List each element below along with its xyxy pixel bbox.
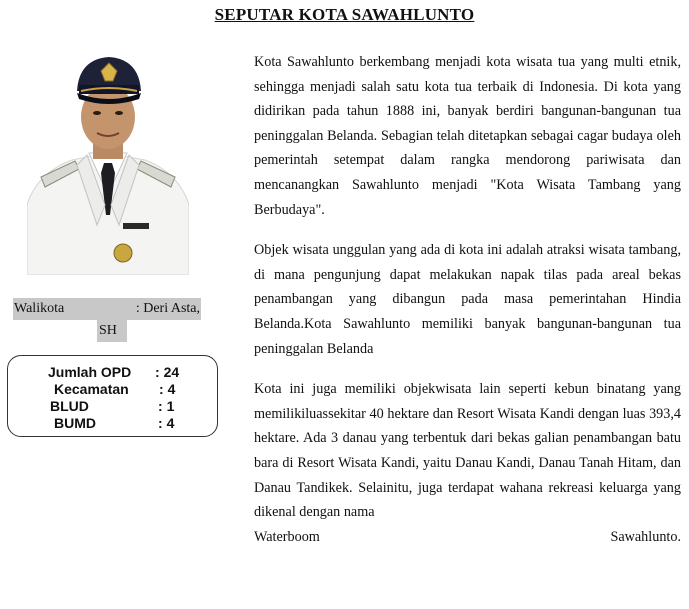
mayor-caption-line — [13, 298, 201, 320]
walikota-name-part2: SH — [97, 320, 127, 342]
stats-box — [7, 355, 218, 437]
last-line-right: Sawahlunto. — [610, 528, 681, 545]
paragraph-last-line — [254, 525, 681, 550]
walikota-label: Walikota — [14, 301, 65, 316]
paragraph: Kota ini juga memiliki objekwisata lain seperti kebun binatang yang memilikiluassekitar 40 hektare dan Resort Wisata Kandi dengan luas 393,4 hektare. Ada 3 danau yang terbentuk dari bekas galian penambangan batu bara di Resort Wisata Kandi, yaitu Danau Kandi, Danau Tanah Hitam, dan Danau Tandikek. Selainitu, juga terdapat wahana rekreasi keluarga yang dikenal dengan nama — [254, 381, 681, 521]
walikota-name-part1: Deri Asta, — [143, 301, 200, 316]
walikota-separator: : — [135, 301, 140, 316]
mayor-caption — [13, 298, 201, 342]
paragraph: Kota Sawahlunto berkembang menjadi kota wisata tua yang multi etnik, sehingga menjadi salah satu kota tua terbaik di Indonesia. Di kota yang didirikan pada tahun 1888 ini, banyak berdiri bangunan-bangunan tua peninggalan Belanda. Sebagian telah ditetapkan sebagai cagar budaya oleh pemerintah setempat dalam rangka mendorong pariwisata dan mencanangkan Sawahlunto menjadi "Kota Wisata Tambang yang Berbudaya". — [254, 54, 681, 218]
last-line-left: Waterboom — [254, 528, 320, 545]
stat-value: : 1 — [158, 398, 175, 414]
page-title: SEPUTAR KOTA SAWAHLUNTO — [214, 5, 475, 24]
stat-value: : 4 — [158, 415, 175, 431]
stat-value: : 4 — [159, 381, 176, 397]
mayor-portrait — [27, 55, 189, 275]
stat-label: BUMD — [54, 415, 96, 431]
stat-value: : 24 — [155, 364, 180, 380]
walikota-name — [136, 298, 200, 320]
stat-label: Jumlah OPD — [48, 364, 132, 380]
paragraph: Objek wisata unggulan yang ada di kota ini adalah atraksi wisata tambang, di mana pengunjung dapat melakukan napak tilas pada areal bekas penambangan yang dibangun pada masa pemerintahan Hindia Belanda.Kota Sawahlunto memiliki banyak bangunan-bangunan tua peninggalan Belanda — [254, 242, 681, 357]
stat-label: Kecamatan — [54, 381, 129, 397]
article-body — [254, 50, 681, 549]
stat-label: BLUD — [50, 398, 89, 414]
